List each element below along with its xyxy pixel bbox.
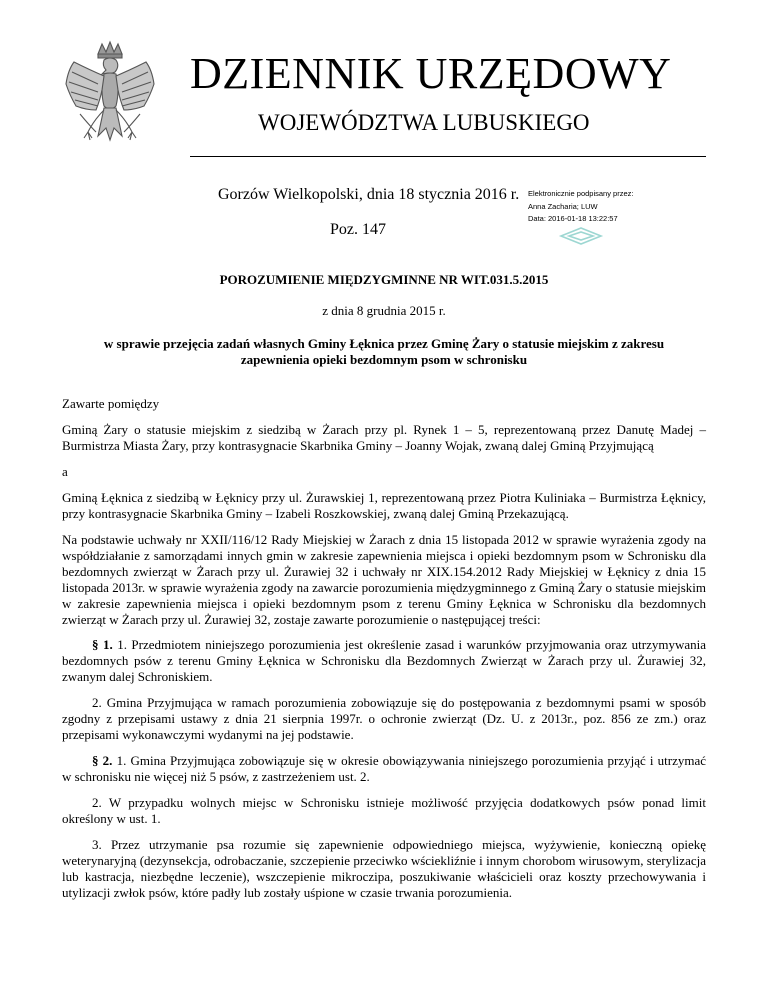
section-label: § 1. <box>92 637 113 652</box>
signature-date: Data: 2016-01-18 13:22:57 <box>528 214 618 223</box>
paragraph-text: 1. Przedmiotem niniejszego porozumienia jest określenie zasad i warunków przyjmowania oraz utrzymywania bezdomnych psów z terenu Gminy Łęknica w Schronisku dla Bezdomnych Zwierząt w Żarach przy ul. Żurawiej 32, zwanym dalej Schroniskiem. <box>62 637 707 684</box>
signature-signer: Anna Zacharia; LUW <box>528 201 598 211</box>
publication-dateline: Gorzów Wielkopolski, dnia 18 stycznia 2016 r. <box>218 186 520 203</box>
journal-title: DZIENNIK URZĘDOWY <box>190 49 672 98</box>
journal-subtitle: WOJEWÓDZTWA LUBUSKIEGO <box>258 110 590 135</box>
paragraph-text: 1. Gmina Przyjmująca zobowiązuje się w okresie obowiązywania niniejszego porozumienia przyjąć i utrzymać w schronisku nie więcej niż 5 psów, z zastrzeżeniem ust. 2. <box>62 753 707 784</box>
electronic-signature-block <box>528 188 633 226</box>
section-1-paragraph-2: 2. Gmina Przyjmująca w ramach porozumienia zobowiązuje się do postępowania z bezdomnymi psami w sposób zgodny z przepisami ustawy z dnia 21 sierpnia 1997r. o ochronie zwierząt (Dz. U. z 2013r., poz. 856 ze zm.) oraz przepisami wykonawczymi wydanymi na jej podstawie. <box>62 695 706 742</box>
document-title: POROZUMIENIE MIĘDZYGMINNE NR WIT.031.5.2015 <box>219 272 549 287</box>
signature-stamp-icon <box>557 226 605 246</box>
paragraph: Zawarte pomiędzy <box>62 396 160 411</box>
section-2-paragraph-2: 2. W przypadku wolnych miejsc w Schronisku istnieje możliwość przyjęcia dodatkowych psów ponad limit określony w ust. 1. <box>62 795 706 826</box>
paragraph: Gminą Żary o statusie miejskim z siedzibą w Żarach przy pl. Rynek 1 – 5, reprezentowaną przez Danutę Madej – Burmistrza Miasta Żary, przy kontrasygnacie Skarbnika Gminy – Joanny Wojak, zwaną dalej Gminą Przyjmującą <box>62 422 706 453</box>
document-subject: w sprawie przejęcia zadań własnych Gminy Łęknica przez Gminę Żary o statusie miejskim z zakresu zapewnienia opieki bezdomnym psom w schronisku <box>103 336 665 367</box>
eagle-emblem-icon <box>60 40 160 160</box>
section-2-paragraph-3: 3. Przez utrzymanie psa rozumie się zapewnienie odpowiedniego miejsca, wyżywienie, konieczną opiekę weterynaryjną (dezynsekcja, odrobaczanie, szczepienie przeciwko wściekliźnie i innym chorobom wirusowym, sterylizacja lub kastracja, niezbędne leczenie), wszczepienie mikroczipa, poszukiwanie właścicieli oraz koszty przechowywania i utylizacji zwłok psów, które padły lub zostały uśpione w czasie trwania porozumienia. <box>62 837 706 900</box>
paragraph: Gminą Łęknica z siedzibą w Łęknicy przy ul. Żurawskiej 1, reprezentowaną przez Piotra Kuliniaka – Burmistrza Łęknicy, przy kontrasygnacie Skarbnika Gminy – Izabeli Roszkowskiej, zwaną dalej Gminą Przekazującą. <box>62 490 706 521</box>
document-date: z dnia 8 grudnia 2015 r. <box>322 303 446 318</box>
position-number: Poz. 147 <box>330 221 386 238</box>
signature-line: Elektronicznie podpisany przez: <box>528 189 634 198</box>
header-divider <box>190 156 706 157</box>
section-label: § 2. <box>92 753 113 768</box>
paragraph: Na podstawie uchwały nr XXII/116/12 Rady Miejskiej w Żarach z dnia 15 listopada 2012 w sprawie wyrażenia zgody na współdziałanie z samorządami innych gmin w zakresie zapewnienia miejsca i opieki bezdomnym psom w Schronisku dla bezdomnych zwierząt w Żarach przy ul. Żurawiej 32 i uchwały nr XIX.154.2012 Rady Miejskiej w Łęknicy z dnia 15 listopada 2013r. w sprawie wyrażenia zgody na zawarcie porozumienia międzygminnego z Gminą Żary o statusie miejskim w zakresie zapewnienia miejsca i opieki bezdomnym psom z terenu Gminy Łęknica w Schronisku dla bezdomnych zwierząt w Żarach przy ul. Żurawiej 32, zostaje zawarte porozumienie o następującej treści: <box>62 532 706 627</box>
document-body <box>62 396 706 911</box>
paragraph: a <box>62 464 68 479</box>
section-1-paragraph-1 <box>62 637 706 685</box>
section-2-paragraph-1 <box>62 753 706 785</box>
